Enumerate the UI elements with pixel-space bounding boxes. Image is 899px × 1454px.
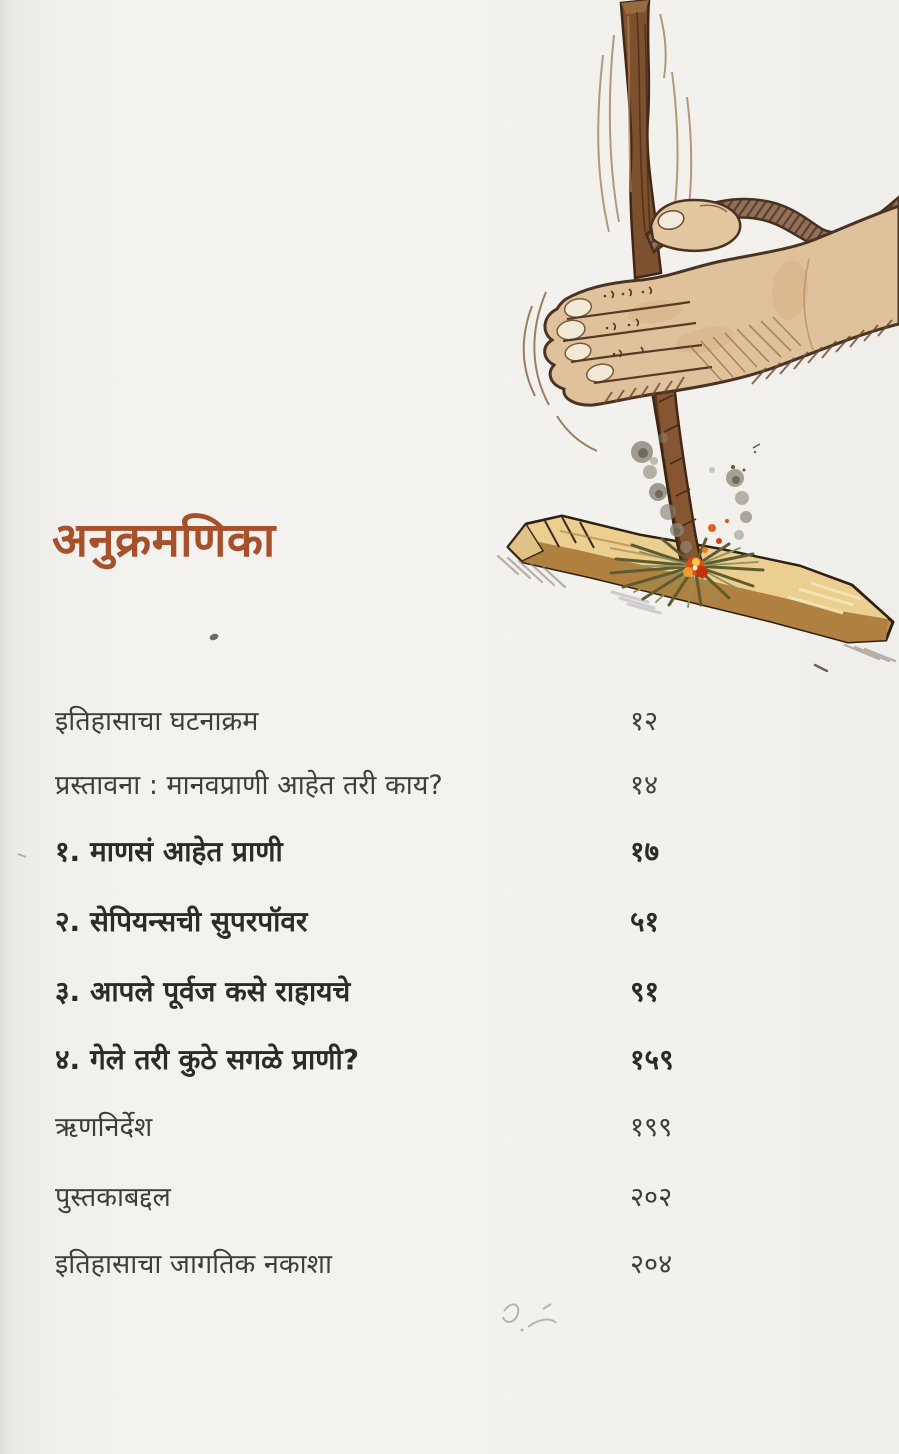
toc-entry-page-number: २०४ <box>630 1249 673 1280</box>
toc-entry <box>55 1107 835 1155</box>
toc-entry-page-number: ५१ <box>630 905 660 938</box>
toc-entry-label: इतिहासाचा घटनाक्रम <box>55 706 259 737</box>
toc-entry-page-number: ९१ <box>630 975 660 1008</box>
toc-entry-label: पुस्तकाबद्दल <box>55 1182 171 1213</box>
toc-entry-label: ३. आपले पूर्वज कसे राहायचे <box>55 975 351 1008</box>
toc-entry-page-number: १७ <box>630 835 660 868</box>
toc-entry-label: १. माणसं आहेत प्राणी <box>55 835 283 868</box>
toc-entry-page-number: १४ <box>630 770 659 801</box>
toc-entry-label: प्रस्तावना : मानवप्राणी आहेत तरी काय? <box>55 770 443 801</box>
toc-entry <box>55 902 835 950</box>
toc-entry <box>55 972 835 1020</box>
toc-entry-page-number: १२ <box>630 706 659 737</box>
toc-entry-label: २. सेपियन्सची सुपरपॉवर <box>55 905 308 938</box>
toc-entry-page-number: २०२ <box>630 1182 673 1213</box>
toc-entry-page-number: १५९ <box>630 1043 674 1076</box>
toc-entry-page-number: १९९ <box>630 1112 673 1143</box>
toc-entry <box>55 1244 835 1292</box>
toc-entry <box>55 765 835 813</box>
toc-entry <box>55 701 835 749</box>
toc-entry <box>55 1177 835 1225</box>
toc-entry-label: इतिहासाचा जागतिक नकाशा <box>55 1249 332 1280</box>
toc-entry <box>55 832 835 880</box>
page-title: अनुक्रमणिका <box>52 513 276 568</box>
toc-entry-label: ४. गेले तरी कुठे सगळे प्राणी? <box>55 1043 360 1076</box>
toc-entry-label: ऋणनिर्देश <box>55 1112 153 1143</box>
toc-entry <box>55 1040 835 1088</box>
